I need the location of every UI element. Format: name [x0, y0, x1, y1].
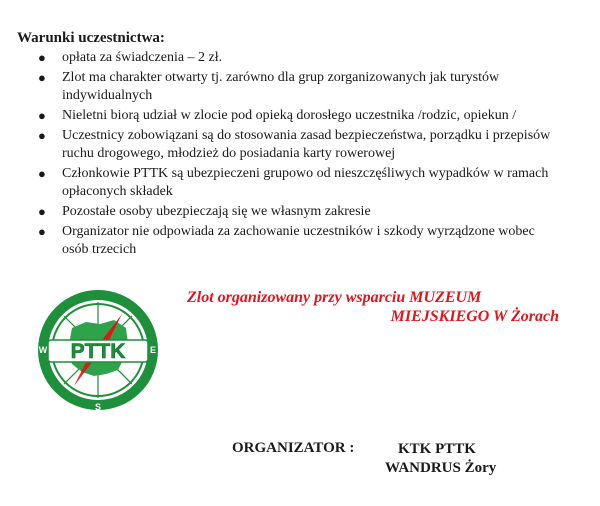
organizer-name-line-1: KTK PTTK	[398, 441, 476, 457]
list-item	[0, 165, 600, 201]
list-item	[0, 107, 600, 125]
support-line-1: Zlot organizowany przy wsparciu MUZEUM	[187, 289, 482, 306]
compass-letter-n: N	[94, 291, 102, 301]
compass-letter-s: S	[94, 402, 102, 412]
bullet-icon: ●	[38, 108, 46, 123]
bullet-icon: ●	[38, 224, 46, 239]
list-item	[0, 223, 600, 259]
support-line-2: MIEJSKIEGO W Żorach	[390, 308, 559, 325]
condition-text: Pozostałe osoby ubezpieczają się we własnym zakresie	[62, 204, 371, 219]
condition-text: Nieletni biorą udział w zlocie pod opieką dorosłego uczestnika /rodzic, opiekun /	[62, 108, 517, 123]
bullet-icon: ●	[38, 204, 46, 219]
bullet-icon: ●	[38, 70, 46, 85]
condition-text: Członkowie PTTK są ubezpieczeni grupowo od nieszczęśliwych wypadków w ramach opłaconych składek	[62, 166, 549, 199]
list-item	[0, 49, 600, 67]
pttk-logo	[36, 288, 160, 412]
condition-text: opłata za świadczenia – 2 zł.	[62, 50, 223, 65]
bullet-icon: ●	[38, 50, 46, 65]
conditions-heading: Warunki uczestnictwa:	[17, 30, 165, 46]
condition-text: Zlot ma charakter otwarty tj. zarówno dla grup zorganizowanych jak turystów indywidualnych	[62, 70, 500, 103]
condition-text: Uczestnicy zobowiązani są do stosowania zasad bezpieczeństwa, porządku i przepisów ruchu drogowego, młodzież do posiadania karty rowerowej	[62, 128, 551, 161]
list-item	[0, 203, 600, 221]
organizer-name-line-2: WANDRUS Żory	[385, 460, 497, 476]
bullet-icon: ●	[38, 166, 46, 181]
organizer-label: ORGANIZATOR :	[232, 440, 355, 456]
list-item	[0, 127, 600, 163]
list-item	[0, 69, 600, 105]
support-note	[187, 288, 567, 326]
bullet-icon: ●	[38, 128, 46, 143]
compass-letter-e: E	[149, 345, 157, 355]
condition-text: Organizator nie odpowiada za zachowanie uczestników i szkody wyrządzone wobec osób trzecich	[62, 224, 535, 257]
compass-letter-w: W	[38, 345, 48, 355]
organizer-name	[385, 440, 496, 478]
logo-text: PTTK	[70, 340, 126, 363]
conditions-list	[0, 49, 600, 261]
